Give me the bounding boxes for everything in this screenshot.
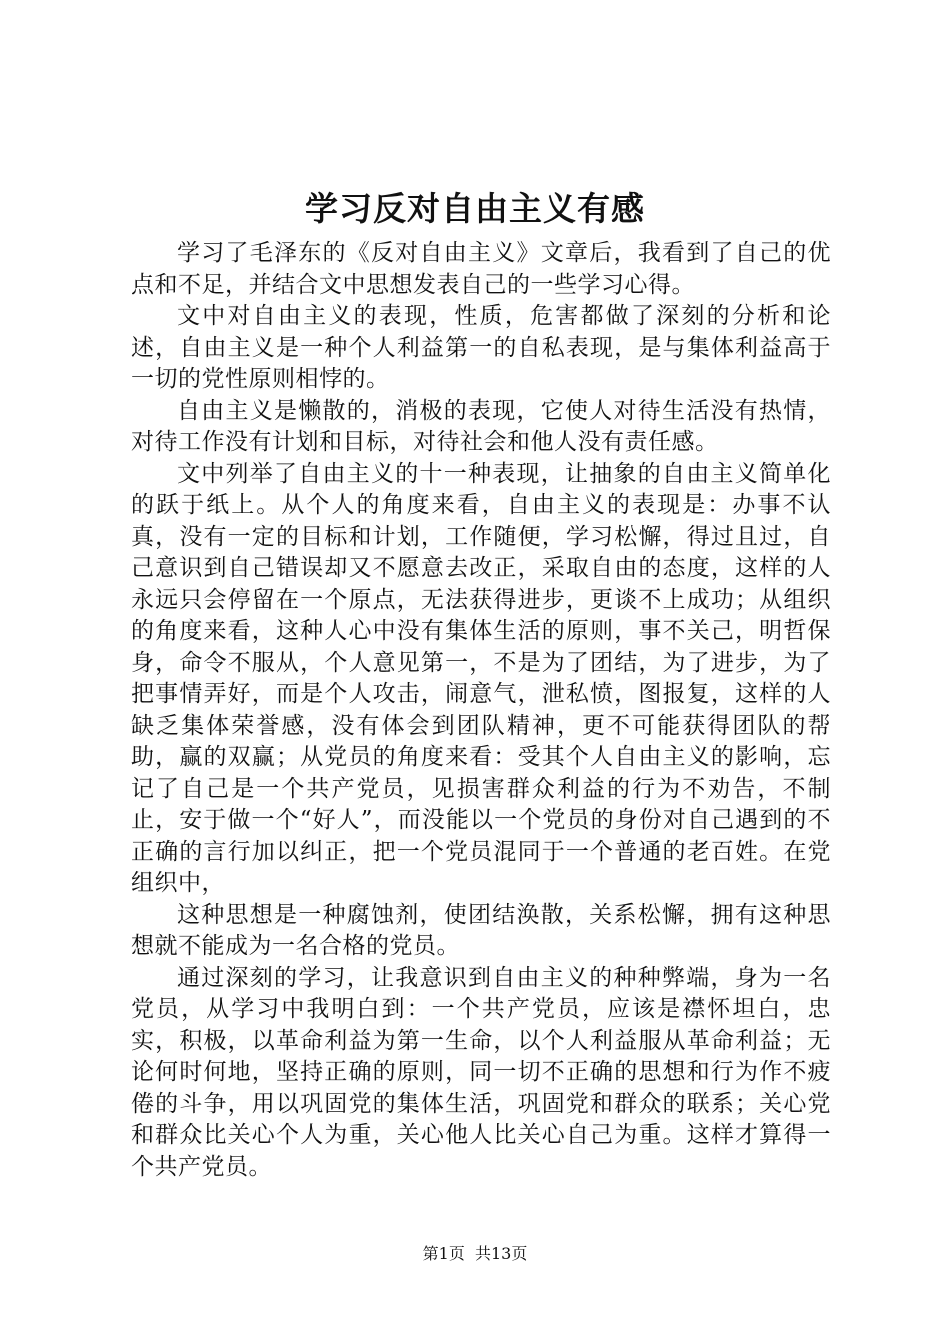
paragraph-3: 自由主义是懒散的，消极的表现，它使人对待生活没有热情，对待工作没有计划和目标，对待社会和他人没有责任感。	[131, 397, 831, 455]
paragraph-2: 文中对自由主义的表现，性质，危害都做了深刻的分析和论述，自由主义是一种个人利益第一的自私表现，是与集体利益高于一切的党性原则相悖的。	[131, 303, 831, 392]
page-footer	[0, 1242, 950, 1266]
document-body	[131, 238, 831, 1183]
page-number: 第1页 共13页	[422, 1244, 528, 1263]
document-title: 学习反对自由主义有感	[305, 189, 645, 228]
paragraph-6: 通过深刻的学习，让我意识到自由主义的种种弊端，身为一名党员，从学习中我明白到：一个共产党员，应该是襟怀坦白，忠实，积极，以革命利益为第一生命，以个人利益服从革命利益；无论何时何地，坚持正确的原则，同一切不正确的思想和行为作不疲倦的斗争，用以巩固党的集体生活，巩固党和群众的联系；关心党和群众比关心个人为重，关心他人比关心自己为重。这样才算得一个共产党员。	[131, 964, 831, 1180]
paragraph-1: 学习了毛泽东的《反对自由主义》文章后，我看到了自己的优点和不足，并结合文中思想发表自己的一些学习心得。	[131, 240, 831, 298]
paragraph-4: 文中列举了自由主义的十一种表现，让抽象的自由主义简单化的跃于纸上。从个人的角度来看，自由主义的表现是：办事不认真，没有一定的目标和计划，工作随便，学习松懈，得过且过，自己意识到自己错误却又不愿意去改正，采取自由的态度，这样的人永远只会停留在一个原点，无法获得进步，更谈不上成功；从组织的角度来看，这种人心中没有集体生活的原则，事不关己，明哲保身，命令不服从，个人意见第一，不是为了团结，为了进步，为了把事情弄好，而是个人攻击，闹意气，泄私愤，图报复，这样的人缺乏集体荣誉感，没有体会到团队精神，更不可能获得团队的帮助，赢的双赢；从党员的角度来看：受其个人自由主义的影响，忘记了自己是一个共产党员，见损害群众利益的行为不劝告，不制止，安于做一个“好人”，而没能以一个党员的身份对自己遇到的不正确的言行加以纠正，把一个党员混同于一个普通的老百姓。在党组织中，	[131, 460, 831, 896]
paragraph-5: 这种思想是一种腐蚀剂，使团结涣散，关系松懈，拥有这种思想就不能成为一名合格的党员。	[131, 901, 831, 959]
